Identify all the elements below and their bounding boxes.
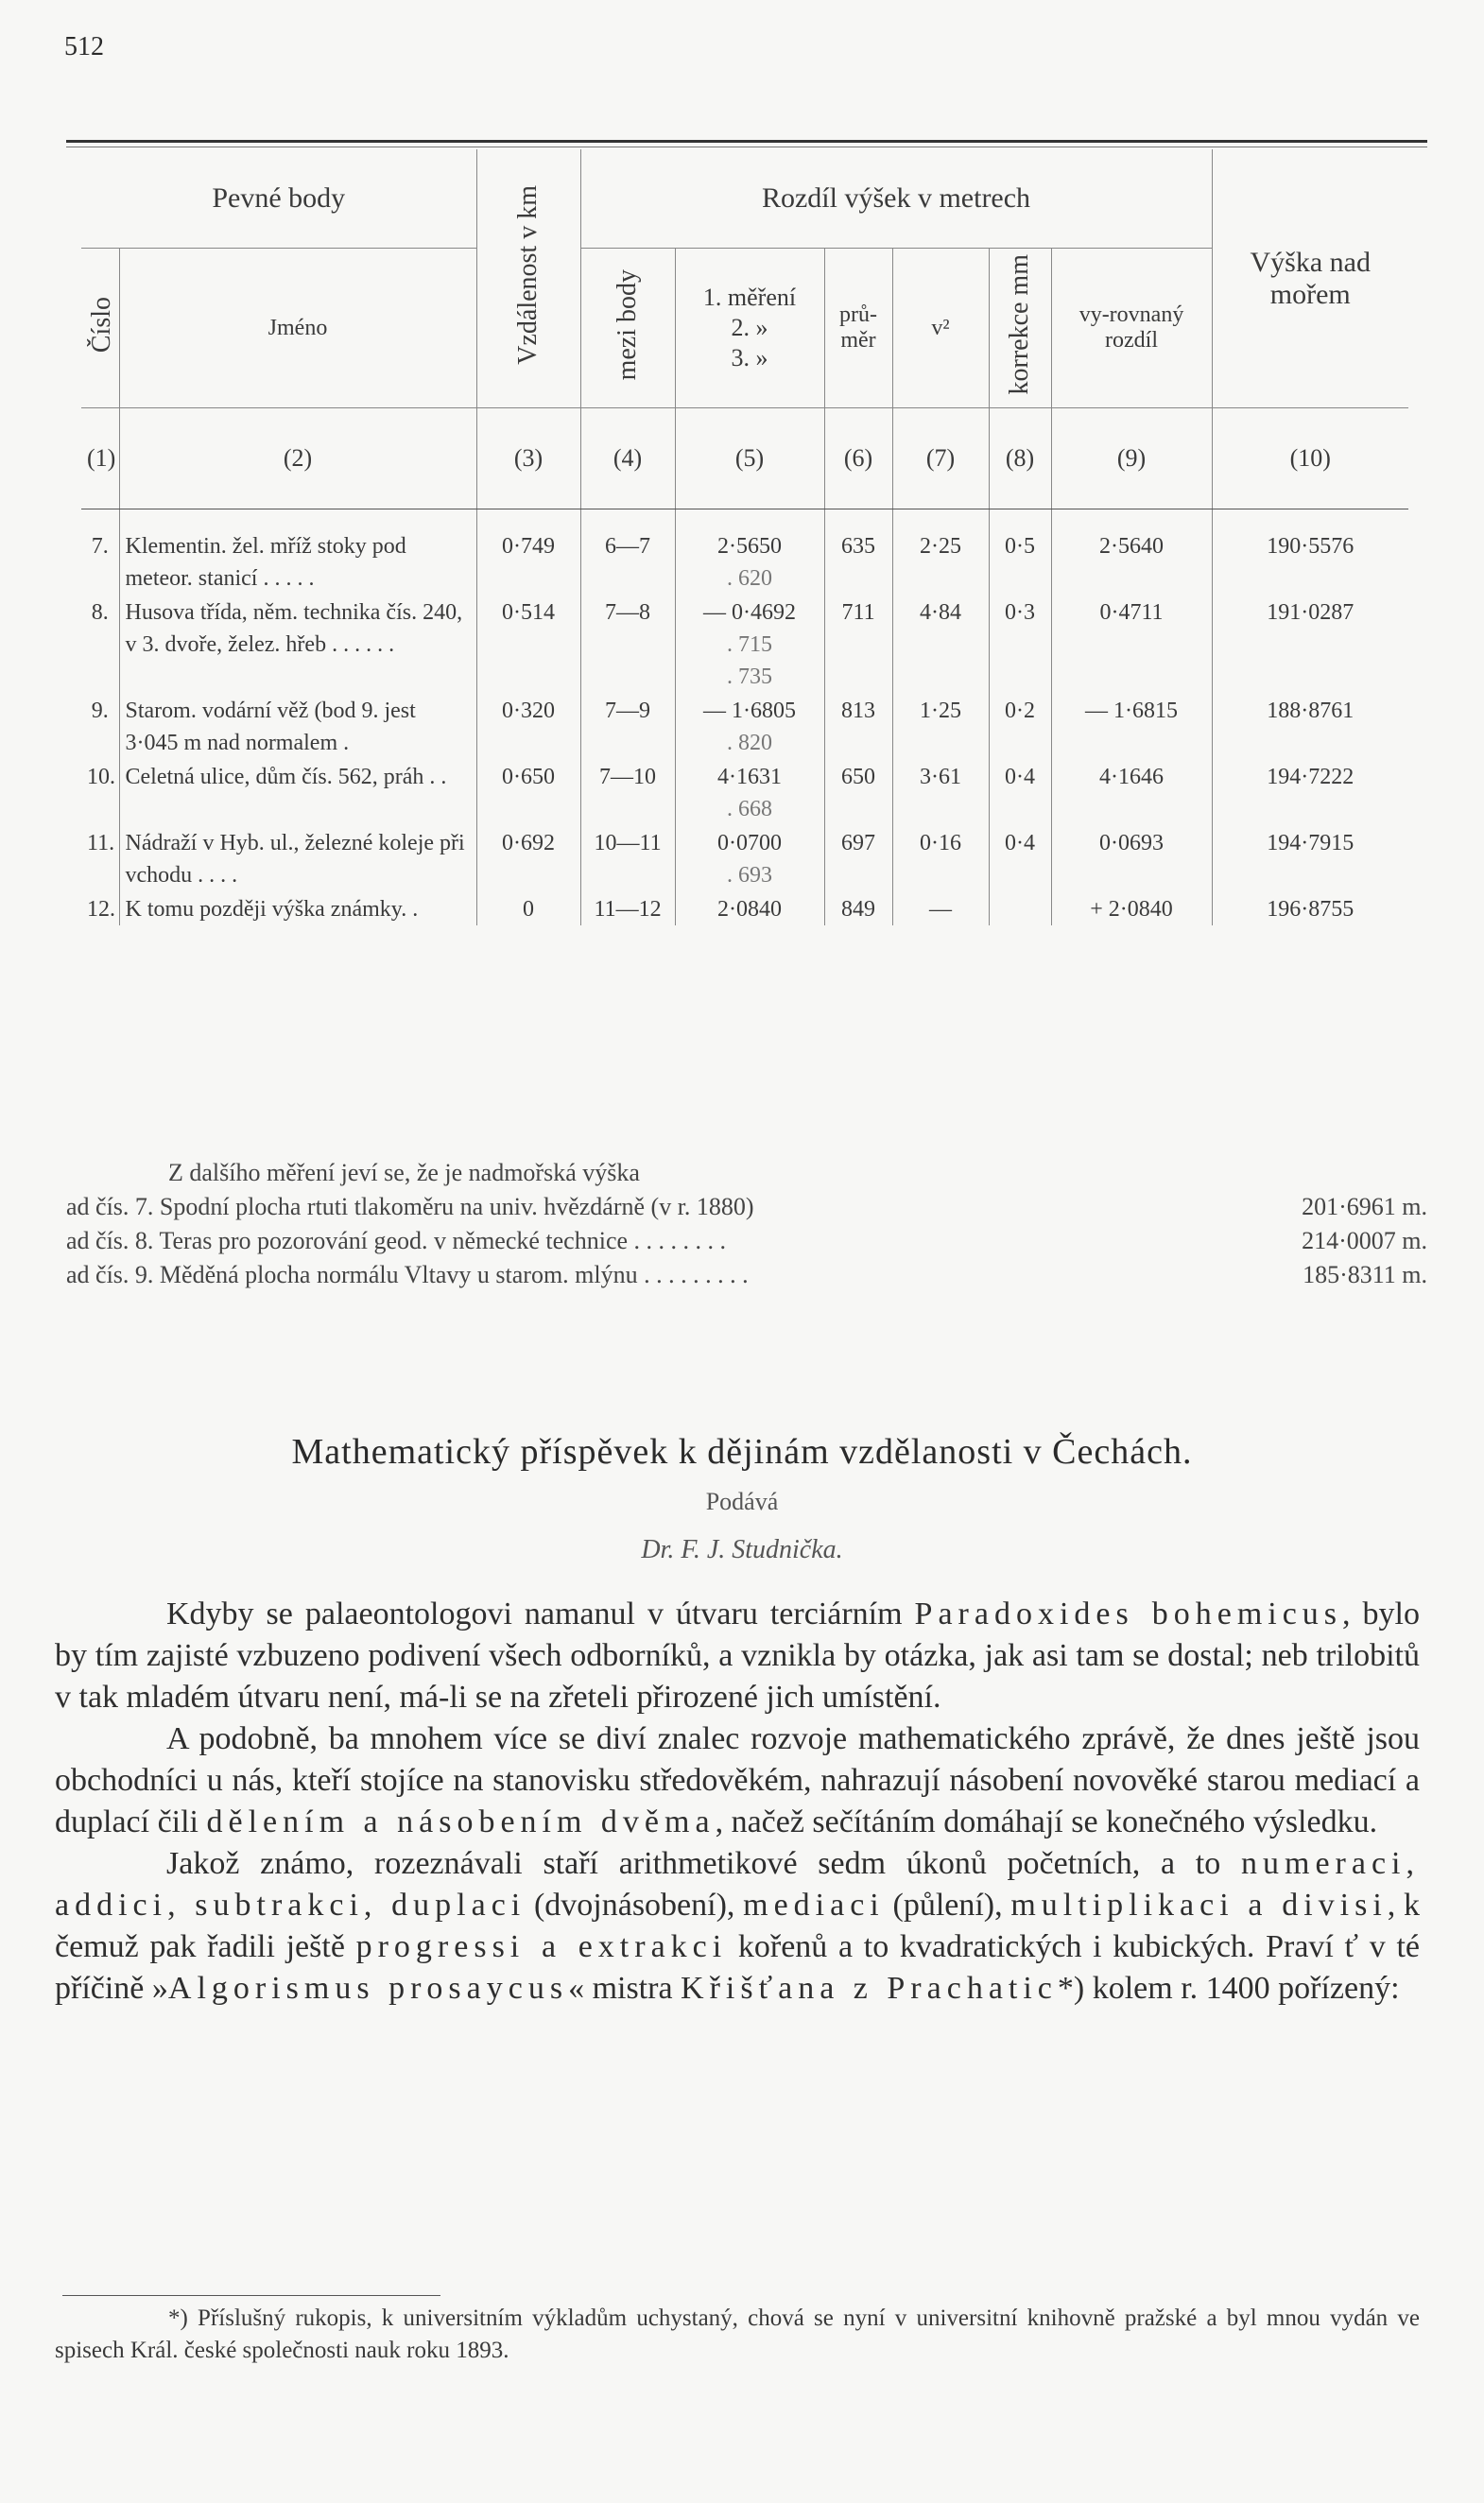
row-mean: 635 (824, 509, 892, 596)
row-v2: 0·16 (892, 825, 989, 891)
table-row (81, 509, 1408, 596)
header-cislo: Číslo (81, 249, 119, 408)
row-v2: 4·84 (892, 595, 989, 693)
header-mezi-body: mezi body (580, 249, 675, 408)
measurement-value: 2·5650 (717, 534, 783, 559)
measurement-value: 2·0840 (717, 897, 783, 922)
row-adjusted: 4·1646 (1051, 759, 1212, 825)
row-correction: 0·5 (989, 509, 1051, 596)
article-author: Dr. F. J. Studnička. (641, 1535, 843, 1564)
row-measurements (675, 825, 824, 891)
table-row (81, 693, 1408, 759)
row-number: 9. (91, 699, 109, 723)
header-rozdil-vysek: Rozdíl výšek v metrech (580, 149, 1212, 249)
header-mereni: 1. měření 2. » 3. » (675, 249, 824, 408)
row-v2: — (892, 891, 989, 925)
row-correction: 0·2 (989, 693, 1051, 759)
leveling-table (81, 149, 1408, 925)
row-adjusted: 0·0693 (1051, 825, 1212, 891)
row-distance: 0·650 (476, 759, 580, 825)
row-correction: 0·4 (989, 825, 1051, 891)
row-mean: 849 (824, 891, 892, 925)
row-name: Starom. vodární věž (bod 9. jest 3·045 m nad normalem . (119, 693, 476, 759)
row-correction: 0·3 (989, 595, 1051, 693)
measurement-value: . 693 (727, 863, 773, 888)
notes-intro: Z dalšího měření jeví se, že je nadmořská výška (168, 1159, 640, 1186)
row-between: 7—8 (580, 595, 675, 693)
header-vyska: Výška nad mořem (1212, 149, 1408, 408)
footnote-rule (62, 2295, 440, 2296)
row-altitude: 191·0287 (1212, 595, 1408, 693)
article-body (55, 1594, 1420, 2010)
row-number: 10. (87, 765, 115, 789)
row-measurements (675, 595, 824, 693)
row-adjusted: + 2·0840 (1051, 891, 1212, 925)
row-number: 8. (91, 600, 109, 625)
paragraph-3: Jakož známo, rozeznávali staří arithmetikové sedm úkonů početních, a to numeraci, addici, subtrakci, duplaci (dvojnásobení), mediaci (půlení), multiplikaci a divisi, k čemuž pak řadili ještě progressi a extrakci kořenů a to kvadratických i kubických. Praví ť v té příčině »Algorismus prosaycus« mistra Křišťana z Prachatic*) kolem r. 1400 pořízený: (55, 1846, 1421, 2006)
row-adjusted: 2·5640 (1051, 509, 1212, 596)
paragraph-2: A podobně, ba mnohem více se diví znalec rozvoje mathematického zprávě, že dnes ještě jsou obchodníci u nás, kteří stojíce na stanovisku středověkém, nahrazují násobení novověké starou mediací a duplací čili dělením a násobením dvěma, načež sečítáním domáhají se konečného výsledku. (55, 1721, 1420, 1839)
measurement-value: — 0·4692 (703, 600, 797, 625)
row-number: 11. (87, 831, 115, 855)
row-number: 7. (91, 534, 109, 559)
row-altitude: 188·8761 (1212, 693, 1408, 759)
row-mean: 711 (824, 595, 892, 693)
header-prumer: prů-měr (824, 249, 892, 408)
row-correction: 0·4 (989, 759, 1051, 825)
measurement-value: . 820 (727, 731, 773, 755)
row-v2: 2·25 (892, 509, 989, 596)
row-mean: 650 (824, 759, 892, 825)
header-pevne-body: Pevné body (212, 182, 346, 214)
row-name: Nádraží v Hyb. ul., železné koleje při vchodu . . . . (119, 825, 476, 891)
measurement-value: — 1·6805 (703, 699, 797, 723)
note-line: ad čís. 7. Spodní plocha rtuti tlakoměru na univ. hvězdárně (v r. 1880) 201·6961 m. (66, 1193, 1427, 1220)
top-rule (66, 140, 1427, 143)
row-between: 11—12 (580, 891, 675, 925)
row-altitude: 194·7222 (1212, 759, 1408, 825)
row-name: K tomu později výška známky. . (119, 891, 476, 925)
row-mean: 813 (824, 693, 892, 759)
header-v2: v² (892, 249, 989, 408)
article-byline: Podává (705, 1488, 779, 1515)
table-row (81, 825, 1408, 891)
header-jmeno: Jméno (119, 249, 476, 408)
row-adjusted: 0·4711 (1051, 595, 1212, 693)
row-between: 10—11 (580, 825, 675, 891)
row-name: Klementin. žel. mříž stoky pod meteor. stanicí . . . . . (119, 509, 476, 596)
row-distance: 0·320 (476, 693, 580, 759)
measurement-value: 4·1631 (717, 765, 783, 789)
row-v2: 3·61 (892, 759, 989, 825)
article-title: Mathematický příspěvek k dějinám vzdělanosti v Čechách. (291, 1432, 1193, 1472)
paragraph-1: Kdyby se palaeontologovi namanul v útvaru terciárním Paradoxides bohemicus, bylo by tím zajisté vzbuzeno podivení všech odborníků, a vznikla by otázka, jak asi tam se dostal; neb trilobitů v tak mladém útvaru není, má-li se na zřeteli přirozené jich umístění. (55, 1597, 1420, 1715)
row-measurements (675, 693, 824, 759)
measurement-value: . 735 (727, 665, 773, 689)
table-row (81, 891, 1408, 925)
page-number: 512 (64, 32, 104, 61)
row-distance: 0·514 (476, 595, 580, 693)
footnote: *) Příslušný rukopis, k universitním výkladům uchystaný, chová se nyní v universitní knihovně pražské a byl mnou vydán ve spisech Král. české společnosti nauk roku 1893. (55, 2305, 1420, 2363)
measurement-value: . 715 (727, 632, 773, 657)
row-correction (989, 891, 1051, 925)
note-line: ad čís. 8. Teras pro pozorování geod. v německé technice . . . . . . . . 214·0007 m. (66, 1227, 1427, 1254)
row-altitude: 194·7915 (1212, 825, 1408, 891)
row-distance: 0·692 (476, 825, 580, 891)
row-between: 7—9 (580, 693, 675, 759)
row-measurements (675, 759, 824, 825)
row-number: 12. (87, 897, 115, 922)
measurement-value: . 668 (727, 797, 773, 821)
row-mean: 697 (824, 825, 892, 891)
measurement-value: . 620 (727, 566, 773, 591)
row-name: Husova třída, něm. technika čís. 240, v 3. dvoře, želez. hřeb . . . . . . (119, 595, 476, 693)
row-measurements (675, 509, 824, 596)
row-name: Celetná ulice, dům čís. 562, práh . . (119, 759, 476, 825)
row-altitude: 196·8755 (1212, 891, 1408, 925)
row-altitude: 190·5576 (1212, 509, 1408, 596)
measurement-value: 0·0700 (717, 831, 783, 855)
row-distance: 0 (476, 891, 580, 925)
row-distance: 0·749 (476, 509, 580, 596)
row-measurements (675, 891, 824, 925)
row-between: 6—7 (580, 509, 675, 596)
row-between: 7—10 (580, 759, 675, 825)
header-korrekce: korrekce mm (989, 249, 1051, 408)
table-row (81, 759, 1408, 825)
header-vzdalenost: Vzdálenost v km (476, 149, 580, 408)
note-line: ad čís. 9. Měděná plocha normálu Vltavy u starom. mlýnu . . . . . . . . . 185·8311 m. (66, 1261, 1427, 1288)
table-row (81, 595, 1408, 693)
header-vyrovnany: vy-rovnaný rozdíl (1051, 249, 1212, 408)
row-v2: 1·25 (892, 693, 989, 759)
row-adjusted: — 1·6815 (1051, 693, 1212, 759)
column-numbers-row: (1) (2) (3) (4) (5) (6) (7) (8) (9) (10) (81, 408, 1408, 509)
